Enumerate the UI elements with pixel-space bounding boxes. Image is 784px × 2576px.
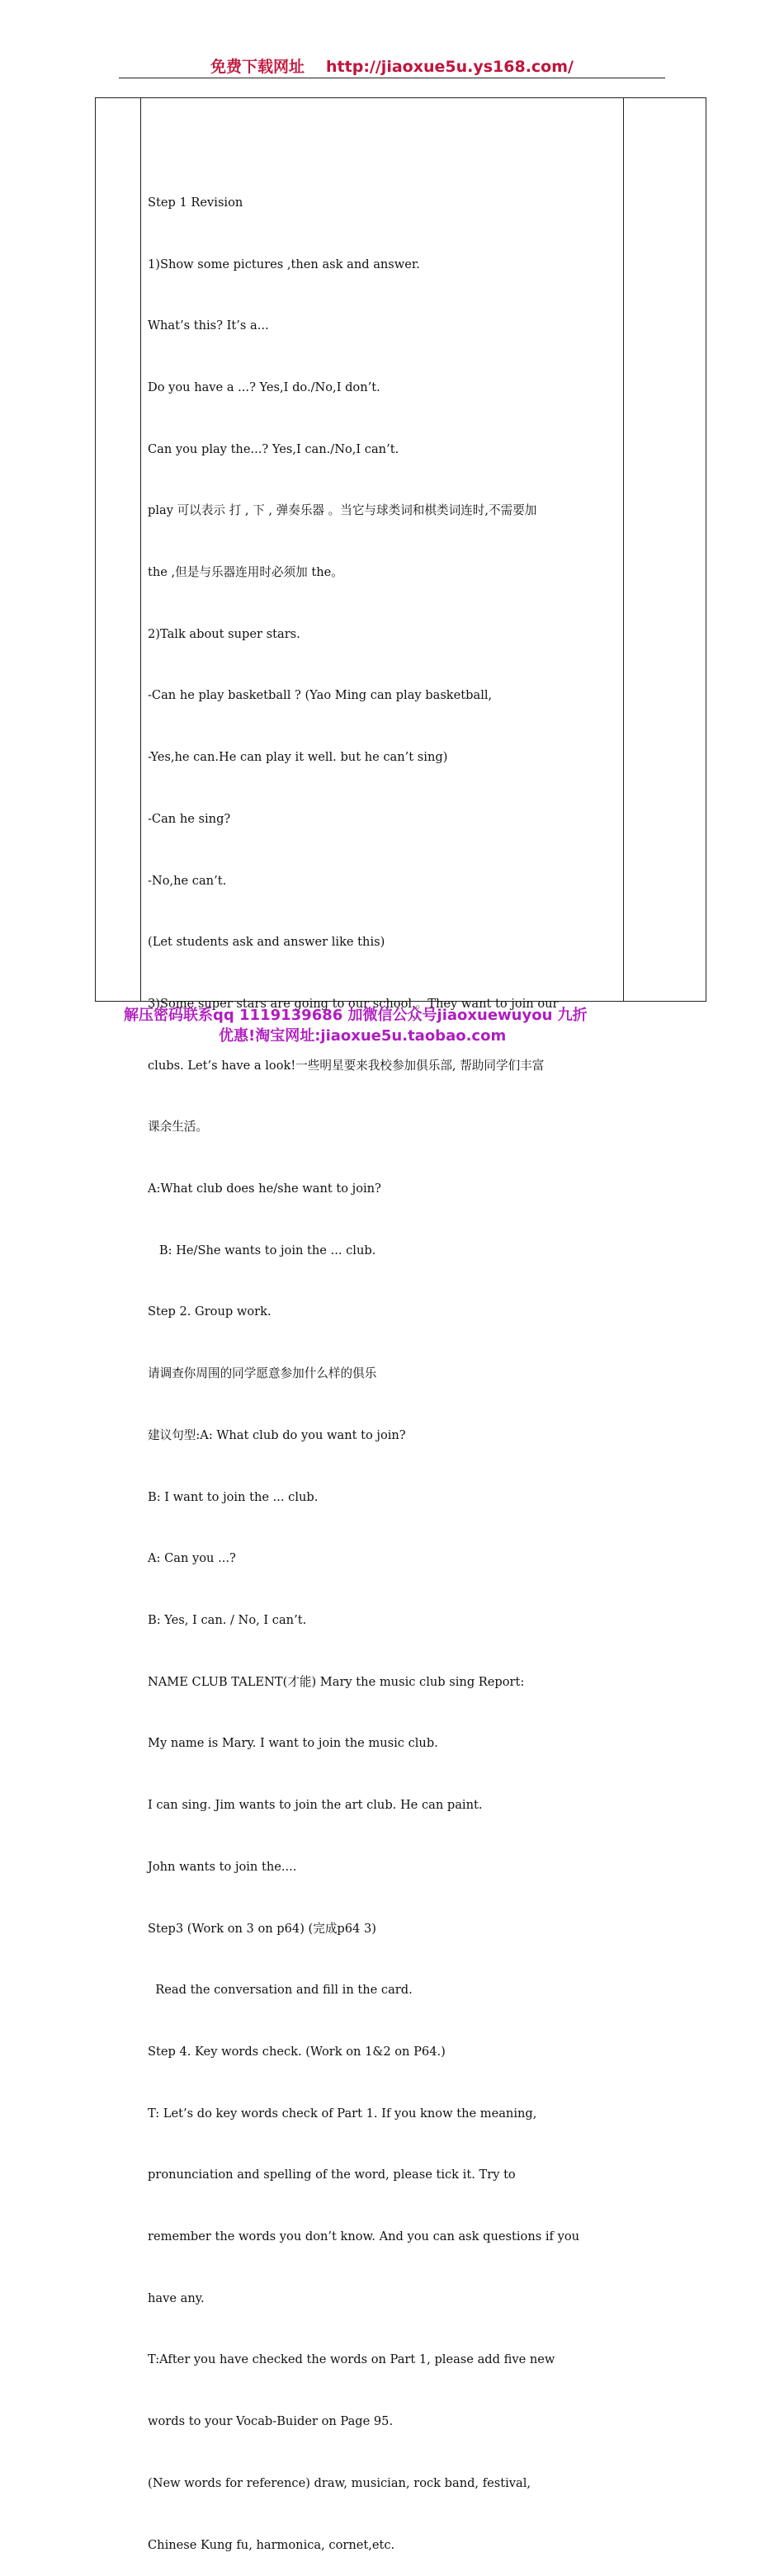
content-line: words to your Vocab-Buider on Page 95.: [148, 2414, 394, 2429]
content-line: My name is Mary. I want to join the music club.: [148, 1736, 438, 1751]
content-line: clubs. Let’s have a look!一些明星要来我校参加俱乐部, 帮助同学们丰富: [148, 1058, 545, 1073]
content-line: NAME CLUB TALENT(才能) Mary the music club sing Report:: [148, 1674, 525, 1689]
content-line: Step 2. Group work.: [148, 1305, 272, 1319]
content-line: (Let students ask and answer like this): [148, 935, 385, 950]
content-line: I can sing. Jim wants to join the art club. He can paint.: [148, 1798, 483, 1813]
content-line: remember the words you don’t know. And you can ask questions if you: [148, 2229, 580, 2244]
content-line: 课余生活。: [148, 1120, 208, 1135]
content-line: Do you have a ...? Yes,I do./No,I don’t.: [148, 380, 380, 394]
content-line: 请调查你周围的同学愿意参加什么样的俱乐: [148, 1366, 377, 1381]
footer-contact-line: 解压密码联系qq 1119139686 加微信公众号jiaoxuewuyou 九折: [124, 1007, 588, 1024]
content-line: -Yes,he can.He can play it well. but he can’t sing): [148, 750, 448, 765]
header-label: 免费下载网址: [210, 58, 305, 76]
content-line: John wants to join the....: [148, 1859, 297, 1874]
content-line: play 可以表示 打 , 下 , 弹奏乐器 。当它与球类词和棋类词连时,不需要加: [148, 503, 537, 518]
content-line: Chinese Kung fu, harmonica, cornet,etc.: [148, 2537, 395, 2552]
content-line: Can you play the...? Yes,I can./No,I can’t.: [148, 441, 399, 456]
content-line: 1)Show some pictures ,then ask and answer.: [148, 257, 420, 271]
content-line: -Can he sing?: [148, 811, 231, 826]
content-line: B: He/She wants to join the ... club.: [148, 1243, 376, 1257]
page-header: [119, 54, 665, 77]
content-line: pronunciation and spelling of the word, please tick it. Try to: [148, 2168, 516, 2182]
content-line: B: Yes, I can. / No, I can’t.: [148, 1612, 307, 1627]
content-line: T: Let’s do key words check of Part 1. If you know the meaning,: [148, 2106, 537, 2121]
table-column-divider-left: [140, 97, 141, 1002]
header-url-link[interactable]: http://jiaoxue5u.ys168.com/: [326, 58, 574, 76]
content-line: -Can he play basketball ? (Yao Ming can play basketball,: [148, 688, 493, 703]
content-line: A: Can you ...?: [148, 1551, 236, 1566]
content-line: What’s this? It’s a...: [148, 318, 269, 333]
content-line: A:What club does he/she want to join?: [148, 1182, 381, 1196]
content-line: -No,he can’t.: [148, 873, 227, 888]
content-line: 建议句型:A: What club do you want to join?: [148, 1427, 406, 1442]
content-line: the ,但是与乐器连用时必须加 the。: [148, 565, 343, 580]
content-line: Step 4. Key words check. (Work on 1&2 on P64.): [148, 2044, 446, 2059]
content-line: T:After you have checked the words on Part 1, please add five new: [148, 2352, 555, 2367]
lesson-content: [148, 152, 616, 2576]
content-line: Read the conversation and fill in the card.: [148, 1983, 413, 1998]
content-line: Step3 (Work on 3 on p64) (完成p64 3): [148, 1921, 376, 1936]
table-column-divider-right: [623, 97, 624, 1002]
content-line: B: I want to join the ... club.: [148, 1489, 319, 1504]
content-line: have any.: [148, 2291, 205, 2305]
content-line: (New words for reference) draw, musician, rock band, festival,: [148, 2475, 531, 2490]
content-line: 3)Some super stars are going to our school.。They want to join our: [148, 996, 559, 1011]
content-line: 2)Talk about super stars.: [148, 626, 300, 641]
content-line: Step 1 Revision: [148, 195, 243, 210]
footer-shop-line: 优惠!淘宝网址:jiaoxue5u.taobao.com: [219, 1027, 507, 1045]
